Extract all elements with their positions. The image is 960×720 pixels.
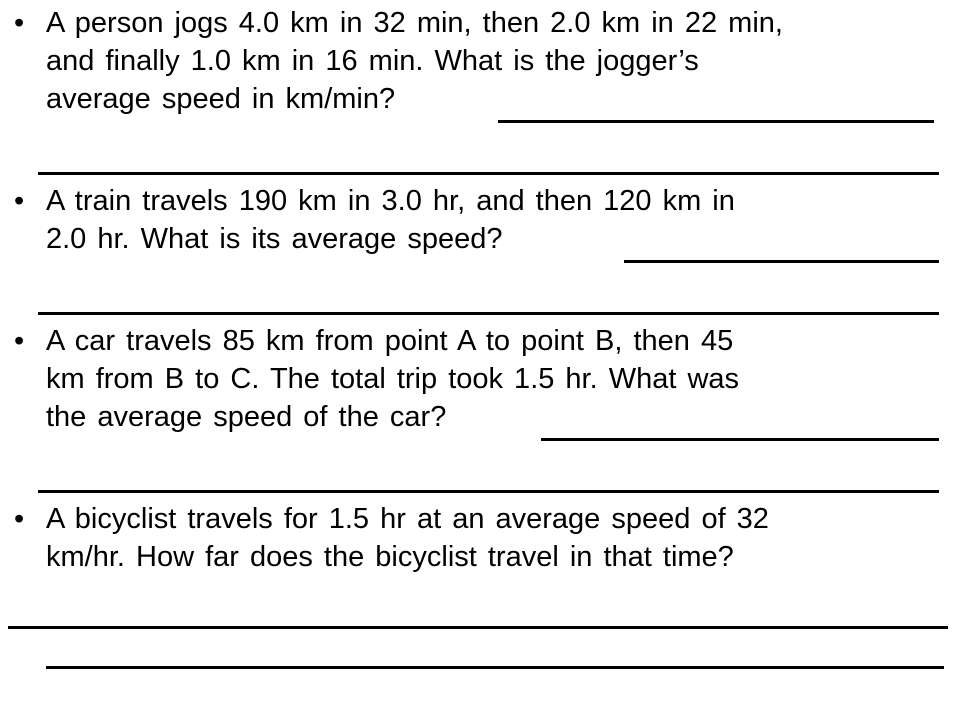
question-1	[14, 4, 944, 118]
answer-line[interactable]	[46, 666, 944, 669]
bullet: •	[14, 325, 25, 357]
answer-line[interactable]	[498, 120, 934, 123]
answer-line[interactable]	[624, 260, 939, 263]
bullet: •	[14, 503, 25, 535]
question-text: A train travels 190 km in 3.0 hr, and then 120 km in 2.0 hr. What is its average speed?	[46, 185, 735, 255]
question-3	[14, 322, 944, 436]
question-4	[14, 500, 944, 576]
answer-line[interactable]	[8, 626, 948, 629]
question-text: A person jogs 4.0 km in 32 min, then 2.0 km in 22 min, and finally 1.0 km in 16 min. What is the jogger’s average speed in km/min?	[46, 7, 783, 115]
answer-line[interactable]	[38, 490, 939, 493]
question-text: A bicyclist travels for 1.5 hr at an average speed of 32 km/hr. How far does the bicyclist travel in that time?	[46, 503, 769, 573]
question-text: A car travels 85 km from point A to point B, then 45 km from B to C. The total trip took 1.5 hr. What was the average speed of the car?	[46, 325, 740, 433]
answer-line[interactable]	[38, 172, 939, 175]
bullet: •	[14, 185, 25, 217]
answer-line[interactable]	[38, 312, 939, 315]
question-2	[14, 182, 944, 258]
answer-line[interactable]	[541, 438, 939, 441]
bullet: •	[14, 7, 25, 39]
